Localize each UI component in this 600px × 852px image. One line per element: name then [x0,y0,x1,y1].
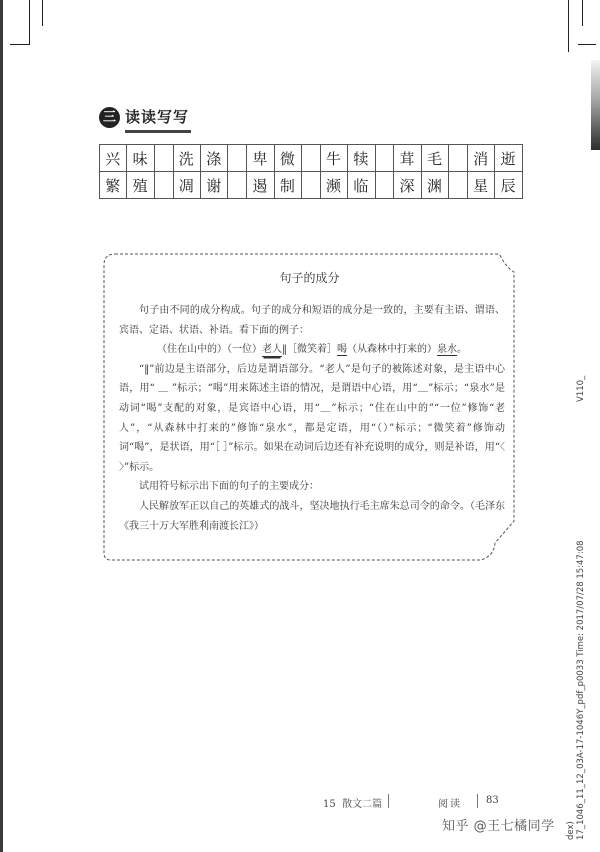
footer-page-number: 83 [486,795,499,806]
box-body [119,301,505,536]
section-header [99,104,219,134]
vocab-gap [302,172,321,199]
crop-mark [568,0,569,52]
vocab-char: 涤 [201,145,228,172]
example-attributive-2: （从森林中打来的） [347,344,437,356]
vocab-char: 洗 [173,145,200,172]
footer-left [323,795,382,810]
example-adverbial: ‖［微笑着］ [282,344,337,356]
vocab-char: 牛 [320,145,347,172]
footer-divider [477,794,478,808]
explanation-paragraph: “‖”前边是主语部分，后边是谓语部分。“老人”是句子的被陈述对象，是主语中心语，用“ ＿ ”标示；“喝”用来陈述主语的情况，是谓语中心语，用“＿”标示；“泉水”是动词“喝”支配的对象，是宾语中心语，用“＿”标示；“住在山中的”“一位”修饰“老人”，“从森林中打来的”修饰“泉水”，都是定语，用“（）”标示；“微笑着”修饰动词“喝”，是状语，用“［ ］”标示。如果在动词后边还有补充说明的成分，则是补语，用“〈 〉”标示。 [119,363,505,473]
vocab-gap [449,145,468,172]
vocabulary-row [100,145,523,172]
crop-mark [10,44,30,45]
vocabulary-table [99,144,523,199]
vocab-gap [154,145,173,172]
example-verb: 喝 [337,344,347,356]
intro-paragraph: 句子由不同的成分构成。句子的成分和短语的成分是一致的，主要有主语、谓语、宾语、定语、状语、补语。看下面的例子： [119,305,505,336]
example-sentence [119,340,505,360]
vocabulary-row [100,172,523,199]
scan-edge [0,0,3,852]
example-attributive: （住在山中的）（一位） [157,344,262,356]
section-number-badge: 三 [99,107,120,128]
print-metadata-suffix: dex) [566,821,576,840]
vocab-char: 微 [274,145,301,172]
vocab-char: 殖 [127,172,154,199]
vocab-gap [228,172,247,199]
vocab-char: 犊 [348,145,375,172]
crop-mark [578,44,596,45]
crop-mark [582,0,583,26]
footer-divider [388,794,389,808]
vocab-char: 谢 [201,172,228,199]
example-subject: 老人 [262,344,282,356]
vocab-char: 深 [394,172,421,199]
vocab-char: 临 [348,172,375,199]
exercise-sentence: 人民解放军正以自己的英雄式的战斗，坚决地执行毛主席朱总司令的命令。（毛泽东《我三十万大军胜利南渡长江》） [119,500,505,532]
vocab-char: 味 [127,145,154,172]
section-title: 读读写写 [125,108,190,126]
print-metadata: 17_1046_11_12_03A-17-1046Y_pdf_p0033 Time: 2017/07/28 15:47:08 [576,540,586,840]
crop-mark [29,0,30,44]
side-code: V110_ [576,375,586,402]
vocab-char: 辰 [495,172,523,199]
example-object: 泉水 [437,344,457,356]
footer-left-page-number: 15 [323,799,336,810]
vocab-char: 卑 [247,145,274,172]
section-title-underline [125,130,191,133]
zhihu-watermark: 知乎 @王七橘同学 [442,819,555,834]
exercise-instruction: 试用符号标示出下面的句子的主要成分： [139,481,319,493]
vocab-char: 逝 [495,145,523,172]
color-calibration-strip [591,60,600,150]
vocab-char: 渊 [421,172,448,199]
vocab-char: 濒 [320,172,347,199]
grammar-note-box [103,253,516,562]
vocab-char: 兴 [100,145,127,172]
vocab-gap [228,145,247,172]
vocab-gap [154,172,173,199]
vocab-char: 遏 [247,172,274,199]
vocab-char: 毛 [421,145,448,172]
footer-left-title: 散文二篇 [342,799,383,810]
vocab-char: 繁 [100,172,127,199]
vocab-char: 星 [467,172,494,199]
vocab-gap [375,145,394,172]
box-title: 句子的成分 [279,271,340,285]
crop-mark [42,0,43,26]
vocab-char: 消 [467,145,494,172]
vocab-char: 制 [274,172,301,199]
vocab-char: 凋 [173,172,200,199]
example-end: 。 [457,344,467,356]
footer-right-title: 阅读 [438,799,462,810]
vocab-char: 茸 [394,145,421,172]
vocab-gap [302,145,321,172]
vocab-gap [375,172,394,199]
vocab-gap [449,172,468,199]
